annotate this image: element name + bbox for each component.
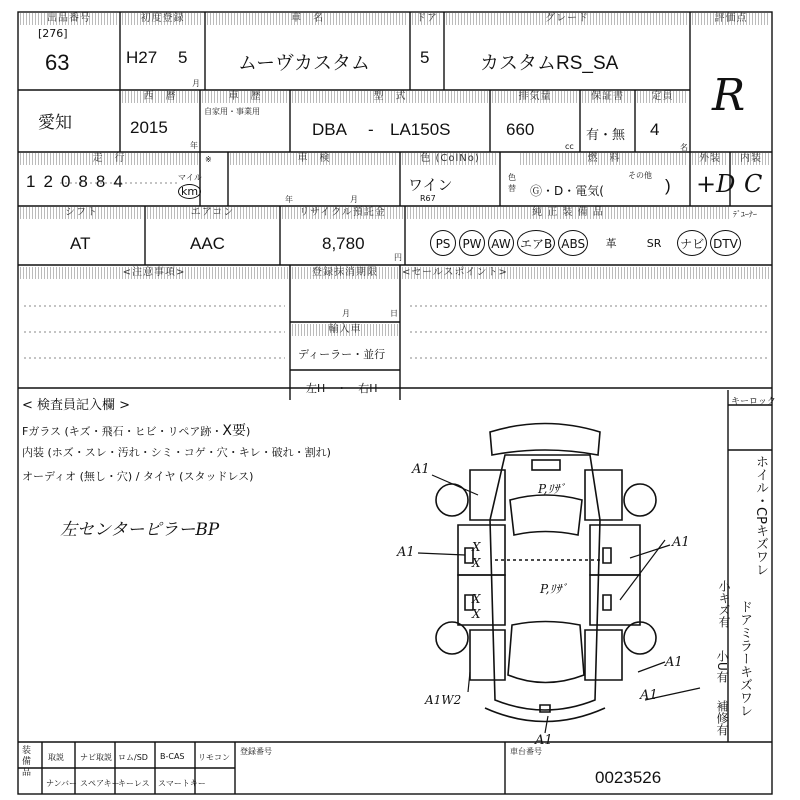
model-dash: -: [368, 120, 374, 139]
capacity-label: 定員: [637, 91, 688, 103]
reg-number-label: 登録番号: [240, 747, 272, 756]
grade: カスタムRS_SA: [480, 53, 619, 74]
score-label: 評価点: [692, 13, 770, 25]
year-unit: 年: [190, 141, 198, 150]
year-label: 西 暦: [122, 91, 198, 103]
inspector-note: 左センターピラーBP: [60, 520, 220, 540]
fuel-label: 燃 料: [520, 153, 688, 165]
ac: AAC: [190, 234, 225, 253]
reg-month-unit: 月: [192, 79, 200, 88]
equip-dtv: DTV: [710, 230, 741, 256]
chassis-number: 0023526: [595, 768, 662, 787]
footer-item: ナビ取説: [80, 753, 112, 762]
fuel-other: その他: [628, 171, 652, 180]
reg-month: 5: [178, 48, 188, 67]
color-label: 色 (ColNo): [402, 153, 498, 165]
ledger-sub: 自家用・事業用: [204, 107, 260, 116]
color-code: R67: [420, 194, 436, 203]
recycle: 8,780: [322, 234, 365, 253]
equipment-extra-label: ﾃﾞﾕｰﾅｰ: [733, 210, 757, 219]
grade-label: グレード: [446, 13, 688, 25]
doors: 5: [420, 48, 430, 67]
capacity: 4: [650, 120, 660, 139]
lot-small: [276]: [38, 27, 68, 40]
audio-line: オーディオ (無し・穴) / タイヤ (スタッドレス): [22, 470, 254, 483]
equip-abs: ABS: [558, 230, 588, 256]
x-mark: X: [472, 540, 481, 554]
car-name: ムーヴカスタム: [238, 53, 371, 74]
year: 2015: [130, 118, 168, 137]
recycle-unit: 円: [394, 253, 402, 262]
equip-pw: PW: [459, 230, 485, 256]
chassis-label: 車台番号: [510, 747, 542, 756]
mileage-digit: 4: [113, 172, 123, 191]
sales-label: <セールスポイント>: [402, 267, 770, 279]
mileage-digit: 8: [78, 172, 88, 191]
glass-text: Fガラス (キズ・飛石・ヒビ・リペア跡・: [22, 425, 223, 438]
footer-item: ロム/SD: [118, 753, 148, 762]
warranty-label: 保証書: [582, 91, 633, 103]
registration-month: 月: [342, 309, 350, 318]
reg-era: H27: [126, 48, 158, 67]
keylock-label: キーロック: [731, 397, 776, 407]
footer-item: 取説: [48, 753, 64, 762]
recycle-label: リサイクル預託金: [282, 207, 403, 219]
lot-number: 63: [45, 50, 70, 75]
exterior-label: 外装: [692, 153, 728, 165]
car-name-label: 車 名: [207, 13, 408, 25]
model-prefix: DBA: [312, 120, 347, 139]
equip-navi: ナビ: [677, 230, 707, 256]
inspector-title: < 検査員記入欄 >: [22, 398, 131, 413]
glass-line: [22, 420, 250, 440]
inspection-month: 月: [350, 195, 358, 204]
footer-col0: 装備品: [22, 746, 32, 778]
vertical-note-2: ドアミラーキズワレ: [737, 600, 752, 717]
warranty: 有・無: [586, 128, 626, 143]
damage-mark: P,ﾘｻﾞ: [538, 482, 566, 496]
region: 愛知: [38, 113, 72, 132]
mileage-digits: [26, 172, 123, 192]
fuel-close: ): [665, 176, 671, 195]
footer-item: リモコン: [198, 753, 230, 762]
import-label: 輸入車: [292, 324, 398, 336]
equip-sr: SR: [646, 236, 662, 250]
damage-mark: P,ﾘｻﾞ: [540, 582, 568, 596]
damage-mark: A1: [672, 535, 690, 550]
footer-item: スマートキー: [158, 779, 206, 788]
capacity-unit: 名: [680, 143, 688, 152]
import-value: ディーラー・並行: [298, 348, 386, 361]
footer-item: スペアキー: [80, 779, 120, 788]
equipment-label: 純 正 装 備 品: [407, 207, 729, 219]
damage-mark: A1: [412, 462, 430, 477]
doors-label: ドア: [412, 13, 442, 25]
vertical-note-4: 小U有: [715, 650, 729, 683]
vertical-note-5: 補修有: [715, 700, 729, 736]
footer-item: ナンバー: [46, 779, 78, 788]
equip-aw: AW: [488, 230, 514, 256]
displacement-label: 排気量: [492, 91, 578, 103]
color-change-label: 色替: [508, 173, 516, 193]
score-value: R: [712, 70, 746, 121]
inspection-year: 年: [285, 195, 293, 204]
shift-label: シフト: [20, 207, 143, 219]
equip-leather: 革: [605, 237, 617, 250]
shift: AT: [70, 234, 91, 253]
fuel-options: Ⓖ・D・電気(: [530, 184, 604, 198]
model-label: 型 式: [292, 91, 488, 103]
equipment-list: [430, 230, 741, 256]
mileage-unit: km: [178, 184, 201, 199]
mileage-label: 走 行: [20, 153, 198, 165]
lot-label: 出品番号: [20, 13, 118, 25]
registration-label: 登録抹消期限: [292, 267, 398, 279]
equip-airbag: エアB: [517, 230, 555, 256]
steering: 左H ・ 右H: [306, 382, 378, 395]
x-mark: X: [472, 556, 481, 570]
vertical-note-3: 小キズ有: [717, 580, 731, 628]
damage-mark: A1: [640, 688, 658, 703]
mileage-digit: 8: [95, 172, 106, 191]
interior-label: 内装: [732, 153, 770, 165]
displacement-unit: cc: [565, 142, 574, 151]
x-mark: X: [472, 607, 481, 621]
damage-mark: A1W2: [425, 693, 462, 707]
glass-mark: X要: [222, 423, 246, 439]
exterior: +D: [696, 170, 736, 198]
x-mark: X: [472, 592, 481, 606]
equip-ps: PS: [430, 230, 456, 256]
damage-mark: A1: [397, 545, 415, 560]
glass-close: ): [245, 425, 251, 438]
mileage-unit-top: マイル: [178, 173, 202, 182]
mileage-digit: 1: [26, 172, 36, 191]
reg-label: 初度登録: [122, 13, 203, 25]
color: ワイン: [408, 176, 453, 194]
mileage-digit: 0: [60, 172, 71, 191]
model-code: LA150S: [390, 120, 451, 139]
inspection-label: 車 検: [230, 153, 398, 165]
caution-label: <注意事項>: [20, 267, 288, 279]
displacement: 660: [506, 120, 535, 139]
ledger-label: 車 歴: [202, 91, 288, 103]
damage-mark: A1: [665, 655, 683, 670]
footer-item: キーレス: [118, 779, 150, 788]
vertical-note-1: ホイル・CPキズワレ: [753, 455, 768, 576]
ac-label: エアコン: [147, 207, 278, 219]
interior-line: 内装 (ホズ・スレ・汚れ・シミ・コゲ・穴・キレ・破れ・割れ): [22, 446, 331, 459]
mileage-suffix: ※: [205, 155, 212, 164]
mileage-digit: 2: [43, 172, 53, 191]
interior: C: [744, 170, 763, 198]
footer-item: B-CAS: [160, 752, 185, 761]
registration-day: 日: [390, 309, 398, 318]
damage-mark: A1: [535, 733, 553, 748]
